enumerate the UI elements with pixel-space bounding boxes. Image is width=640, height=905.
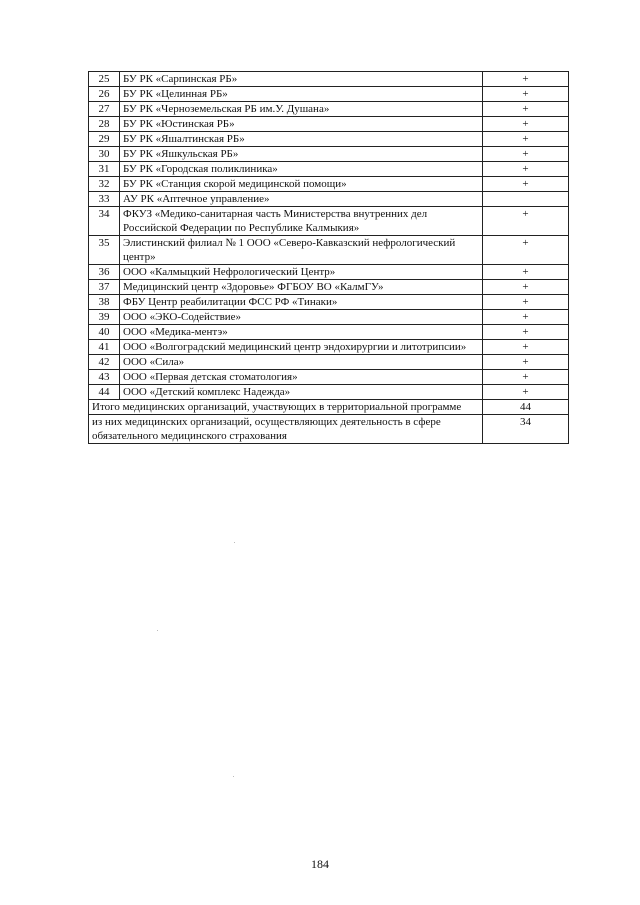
organization-name: ООО «Сила» [120, 355, 483, 370]
table-row [89, 87, 569, 102]
oms-participation-mark: + [483, 355, 569, 370]
row-number: 37 [89, 280, 120, 295]
oms-participation-mark: + [483, 162, 569, 177]
row-number: 44 [89, 385, 120, 400]
organization-name: БУ РК «Станция скорой медицинской помощи» [120, 177, 483, 192]
row-number: 40 [89, 325, 120, 340]
scan-speck [157, 630, 158, 631]
table-row [89, 310, 569, 325]
oms-participation-mark: + [483, 177, 569, 192]
table-row [89, 147, 569, 162]
oms-participation-mark: + [483, 265, 569, 280]
organization-name: БУ РК «Сарпинская РБ» [120, 72, 483, 87]
table-row [89, 325, 569, 340]
row-number: 42 [89, 355, 120, 370]
oms-participation-mark: + [483, 280, 569, 295]
oms-participation-mark: + [483, 207, 569, 236]
organization-name: БУ РК «Городская поликлиника» [120, 162, 483, 177]
organization-name: ФКУЗ «Медико-санитарная часть Министерства внутренних дел Российской Федерации по Республике Калмыкия» [120, 207, 483, 236]
row-number: 26 [89, 87, 120, 102]
table-row [89, 117, 569, 132]
organization-name: Элистинский филиал № 1 ООО «Северо-Кавказский нефрологический центр» [120, 236, 483, 265]
organization-name: ООО «ЭКО-Содействие» [120, 310, 483, 325]
row-number: 30 [89, 147, 120, 162]
oms-participation-mark: + [483, 310, 569, 325]
organization-name: БУ РК «Яшкульская РБ» [120, 147, 483, 162]
row-number: 32 [89, 177, 120, 192]
table-row [89, 340, 569, 355]
row-number: 31 [89, 162, 120, 177]
row-number: 28 [89, 117, 120, 132]
oms-participation-mark: + [483, 147, 569, 162]
table-row [89, 192, 569, 207]
oms-participation-mark: + [483, 132, 569, 147]
organization-name: ФБУ Центр реабилитации ФСС РФ «Тинаки» [120, 295, 483, 310]
oms-participation-mark: + [483, 87, 569, 102]
row-number: 41 [89, 340, 120, 355]
row-number: 35 [89, 236, 120, 265]
table-row [89, 102, 569, 117]
row-number: 36 [89, 265, 120, 280]
oms-participation-mark: + [483, 236, 569, 265]
totals-value: 34 [483, 415, 569, 444]
table-row [89, 177, 569, 192]
oms-participation-mark: + [483, 340, 569, 355]
row-number: 43 [89, 370, 120, 385]
table-row [89, 355, 569, 370]
table-row [89, 162, 569, 177]
row-number: 27 [89, 102, 120, 117]
table-row [89, 280, 569, 295]
row-number: 29 [89, 132, 120, 147]
table-row [89, 72, 569, 87]
totals-value: 44 [483, 400, 569, 415]
row-number: 33 [89, 192, 120, 207]
table-row [89, 385, 569, 400]
organization-name: АУ РК «Аптечное управление» [120, 192, 483, 207]
oms-participation-mark: + [483, 295, 569, 310]
organization-name: ООО «Детский комплекс Надежда» [120, 385, 483, 400]
table-row [89, 265, 569, 280]
organization-name: БУ РК «Целинная РБ» [120, 87, 483, 102]
table-row [89, 370, 569, 385]
table-row [89, 236, 569, 265]
scan-speck [234, 542, 235, 543]
table-row [89, 207, 569, 236]
organization-name: БУ РК «Яшалтинская РБ» [120, 132, 483, 147]
organization-name: ООО «Калмыцкий Нефрологический Центр» [120, 265, 483, 280]
oms-participation-mark: + [483, 72, 569, 87]
oms-participation-mark: + [483, 117, 569, 132]
page-number: 184 [311, 857, 329, 871]
organizations-table [88, 71, 569, 444]
table-row [89, 295, 569, 310]
organization-name: БУ РК «Черноземельская РБ им.У. Душана» [120, 102, 483, 117]
organization-name: ООО «Медика-ментэ» [120, 325, 483, 340]
oms-participation-mark: + [483, 370, 569, 385]
row-number: 39 [89, 310, 120, 325]
table-row [89, 132, 569, 147]
row-number: 34 [89, 207, 120, 236]
organizations-table-body [89, 72, 569, 444]
scan-speck [233, 776, 234, 777]
organization-name: ООО «Первая детская стоматология» [120, 370, 483, 385]
organization-name: ООО «Волгоградский медицинский центр эндохирургии и литотрипсии» [120, 340, 483, 355]
oms-participation-mark: + [483, 102, 569, 117]
row-number: 38 [89, 295, 120, 310]
oms-participation-mark: + [483, 385, 569, 400]
organization-name: Медицинский центр «Здоровье» ФГБОУ ВО «КалмГУ» [120, 280, 483, 295]
totals-label: из них медицинских организаций, осуществляющих деятельность в сфере обязательного медицинского страхования [89, 415, 483, 444]
oms-participation-mark: + [483, 325, 569, 340]
organization-name: БУ РК «Юстинская РБ» [120, 117, 483, 132]
totals-row [89, 400, 569, 415]
totals-row [89, 415, 569, 444]
oms-participation-mark [483, 192, 569, 207]
totals-label: Итого медицинских организаций, участвующих в территориальной программе [89, 400, 483, 415]
row-number: 25 [89, 72, 120, 87]
